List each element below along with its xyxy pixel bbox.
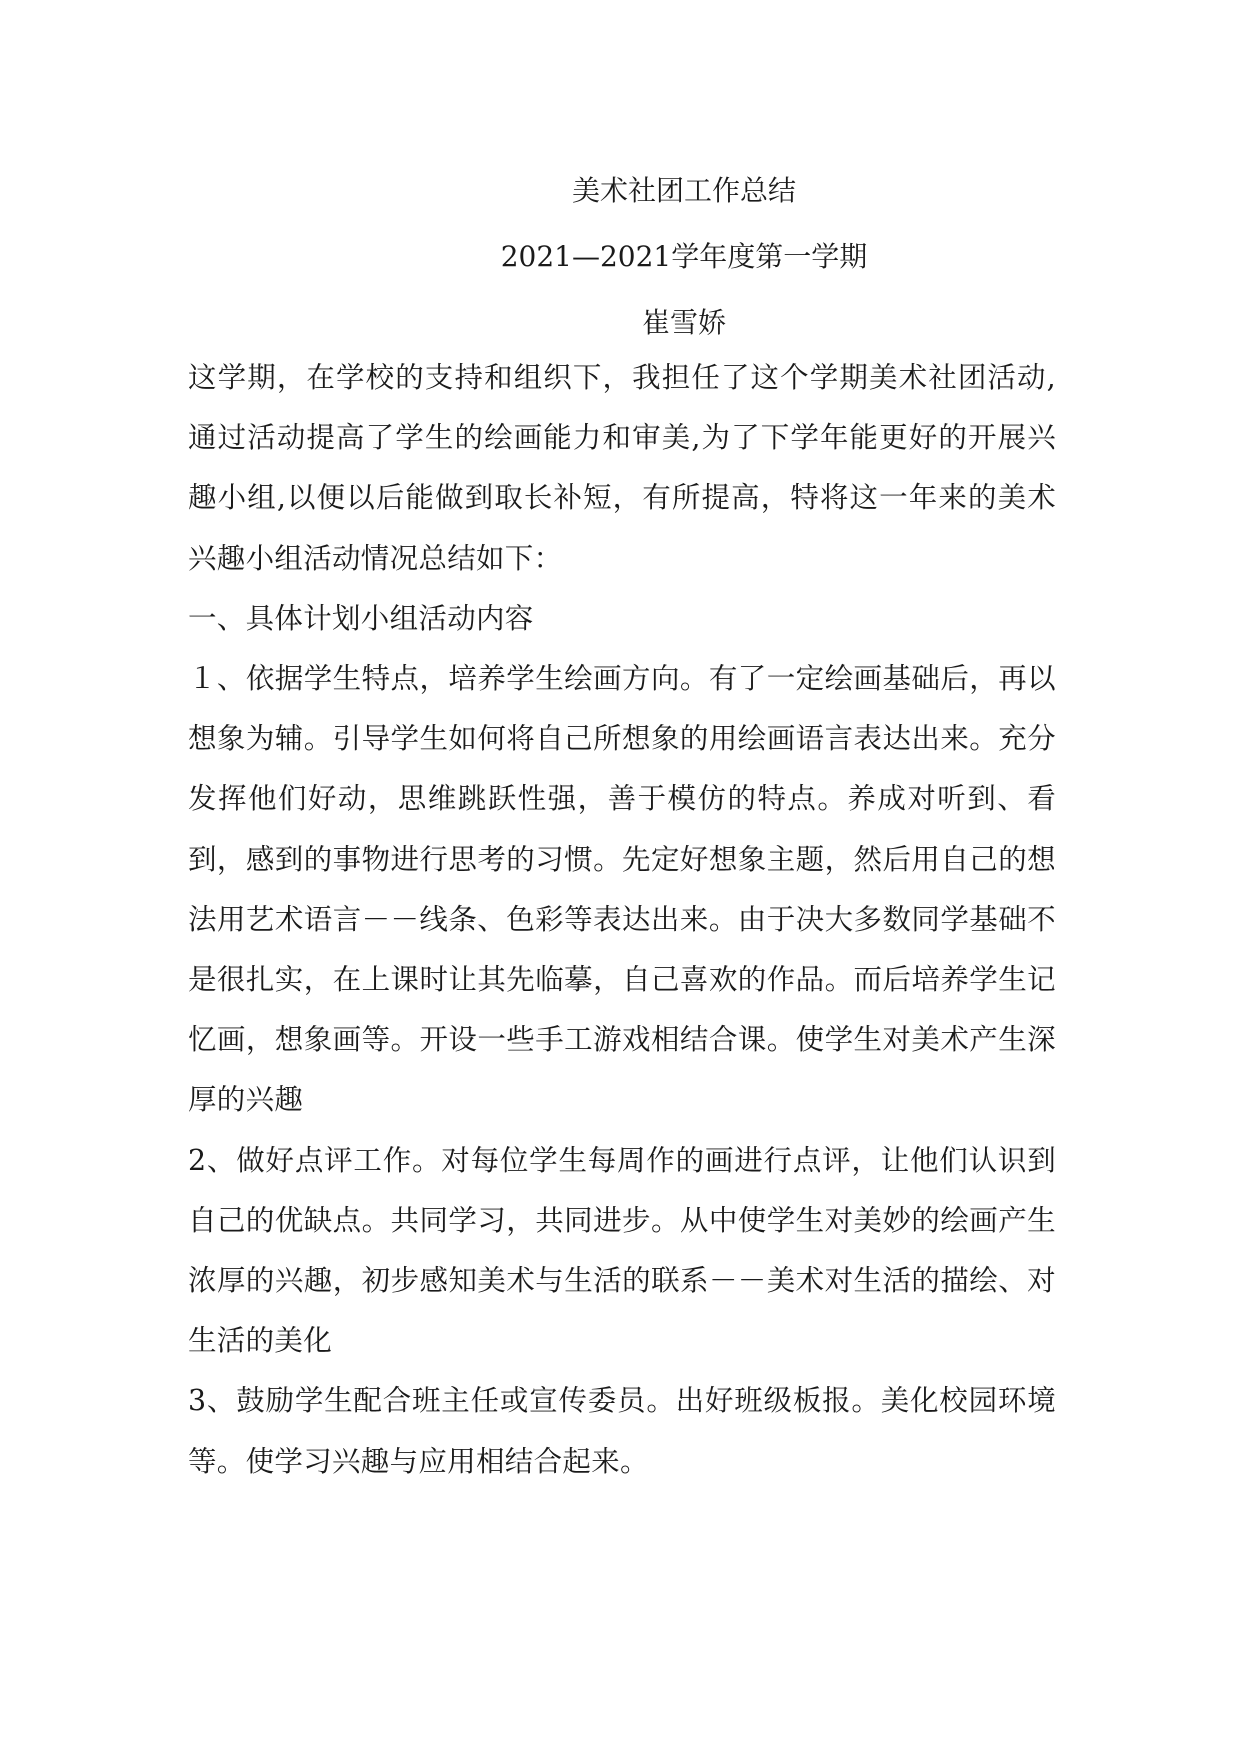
paragraph-item-3: 3、鼓励学生配合班主任或宣传委员。出好班级板报。美化校园环境等。使学习兴趣与应用相结合起来。 — [188, 1384, 1056, 1478]
document-subtitle: 2021—2021学年度第一学期 — [500, 240, 868, 273]
section-heading: 一、具体计划小组活动内容 — [188, 601, 534, 635]
paragraph-intro: 这学期，在学校的支持和组织下，我担任了这个学期美术社团活动,通过活动提高了学生的绘画能力和审美,为了下学年能更好的开展兴趣小组,以便以后能做到取长补短，有所提高，特将这一年来的美术兴趣小组活动情况总结如下： — [188, 361, 1056, 575]
document-body — [188, 348, 1056, 1492]
paragraph-item-2: 2、做好点评工作。对每位学生每周作的画进行点评，让他们认识到自己的优缺点。共同学习，共同进步。从中使学生对美妙的绘画产生浓厚的兴趣，初步感知美术与生活的联系－－美术对生活的描绘、对生活的美化 — [188, 1143, 1056, 1358]
paragraph-item-1: １、依据学生特点，培养学生绘画方向。有了一定绘画基础后，再以想象为辅。引导学生如何将自己所想象的用绘画语言表达出来。充分发挥他们好动，思维跳跃性强，善于模仿的特点。养成对听到、看到，感到的事物进行思考的习惯。先定好想象主题，然后用自己的想法用艺术语言－－线条、色彩等表达出来。由于决大多数同学基础不是很扎实，在上课时让其先临摹，自己喜欢的作品。而后培养学生记忆画，想象画等。开设一些手工游戏相结合课。使学生对美术产生深厚的兴趣 — [188, 662, 1056, 1117]
document-title: 美术社团工作总结 — [571, 174, 796, 207]
document-author: 崔雪娇 — [641, 306, 726, 339]
document-header — [0, 158, 1241, 356]
